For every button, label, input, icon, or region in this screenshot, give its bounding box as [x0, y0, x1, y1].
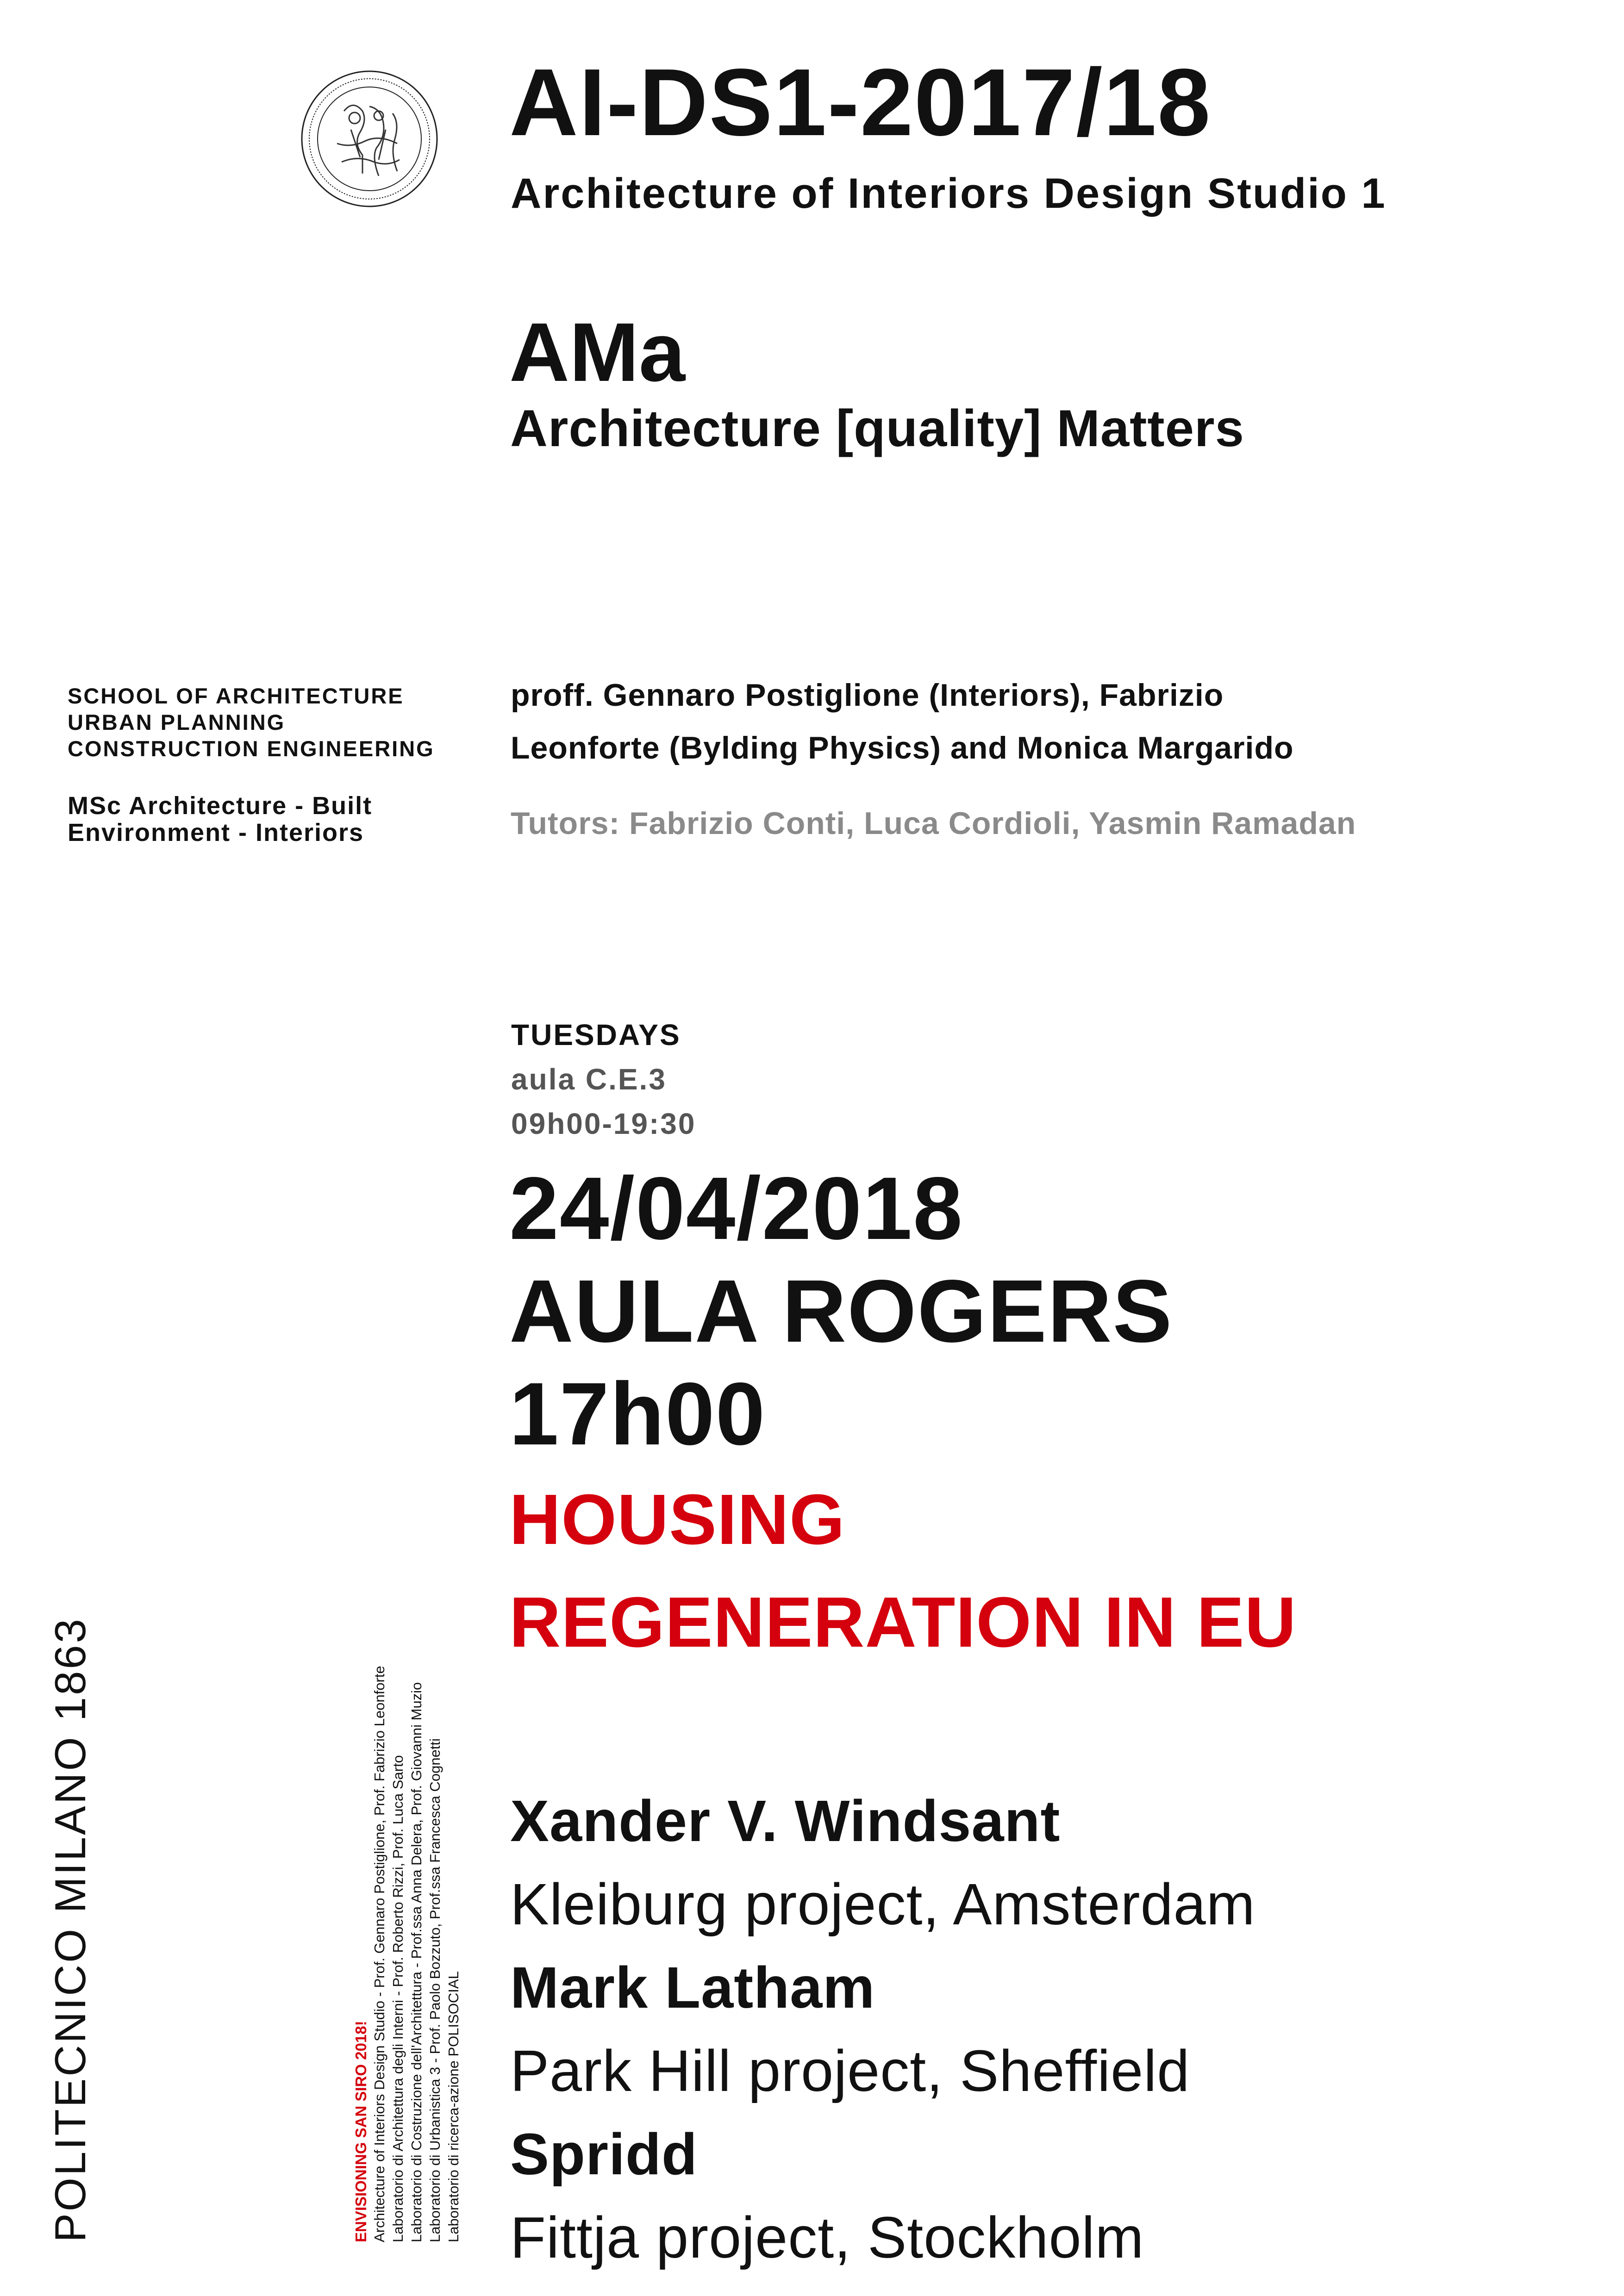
school-name — [68, 683, 435, 762]
course-code: AI-DS1-2017/18 — [509, 49, 1212, 156]
schedule-room: aula C.E.3 — [511, 1063, 667, 1096]
event-title — [509, 1468, 1297, 1674]
speaker-project: Kleiburg project, Amsterdam — [510, 1872, 1255, 1937]
labs-line: Laboratorio di ricerca-azione POLISOCIAL — [445, 1971, 462, 2242]
speaker-project: Fittja project, Stockholm — [510, 2205, 1144, 2270]
professors-line: Leonforte (Bylding Physics) and Monica Margarido — [511, 730, 1294, 765]
labs-credits — [352, 1666, 463, 2242]
event-info — [509, 1157, 1173, 1465]
schedule-day: TUESDAYS — [511, 1018, 681, 1052]
speaker-name: Spridd — [510, 2122, 698, 2187]
studio-acronym-full: Architecture [quality] Matters — [510, 399, 1244, 457]
professors — [511, 669, 1294, 774]
speaker-name: Xander V. Windsant — [510, 1788, 1061, 1854]
programme-line: MSc Architecture - Built — [68, 792, 373, 820]
speaker-project: Park Hill project, Sheffield — [510, 2038, 1190, 2103]
labs-heading: ENVISIONING SAN SIRO 2018! — [352, 2021, 369, 2242]
school-line: URBAN PLANNING — [68, 710, 286, 734]
speaker-name: Mark Latham — [510, 1955, 875, 2020]
event-title-line: REGENERATION IN EU — [509, 1582, 1297, 1662]
studio-acronym: AMa — [509, 306, 686, 399]
labs-line: Laboratorio di Costruzione dell'Architettura - Prof.ssa Anna Delera, Prof. Giovanni Muzio — [408, 1682, 425, 2242]
politecnico-seal-icon — [300, 69, 439, 208]
labs-line: Architecture of Interiors Design Studio - Prof. Gennaro Postiglione, Prof. Fabrizio Leonforte — [371, 1666, 387, 2242]
event-date: 24/04/2018 — [509, 1158, 963, 1258]
labs-line: Laboratorio di Architettura degli Interni - Prof. Roberto Rizzi, Prof. Luca Sarto — [390, 1755, 406, 2242]
programme-name — [68, 792, 372, 846]
programme-line: Environment - Interiors — [68, 819, 364, 846]
school-line: CONSTRUCTION ENGINEERING — [68, 736, 435, 761]
speakers-list — [510, 1780, 1255, 2279]
event-time: 17h00 — [509, 1364, 766, 1463]
school-line: SCHOOL OF ARCHITECTURE — [68, 684, 404, 708]
event-title-line: HOUSING — [509, 1480, 845, 1559]
institution-vertical-label: POLITECNICO MILANO 1863 — [46, 1617, 94, 2242]
schedule-time: 09h00-19:30 — [511, 1107, 696, 1140]
labs-line: Laboratorio di Urbanistica 3 - Prof. Paolo Bozzuto, Prof.ssa Francesca Cognetti — [427, 1738, 443, 2242]
professors-line: proff. Gennaro Postiglione (Interiors), Fabrizio — [511, 678, 1224, 713]
tutors: Tutors: Fabrizio Conti, Luca Cordioli, Yasmin Ramadan — [511, 806, 1356, 841]
event-room: AULA ROGERS — [509, 1261, 1173, 1361]
course-name: Architecture of Interiors Design Studio 1 — [511, 170, 1387, 217]
schedule — [511, 1013, 696, 1146]
